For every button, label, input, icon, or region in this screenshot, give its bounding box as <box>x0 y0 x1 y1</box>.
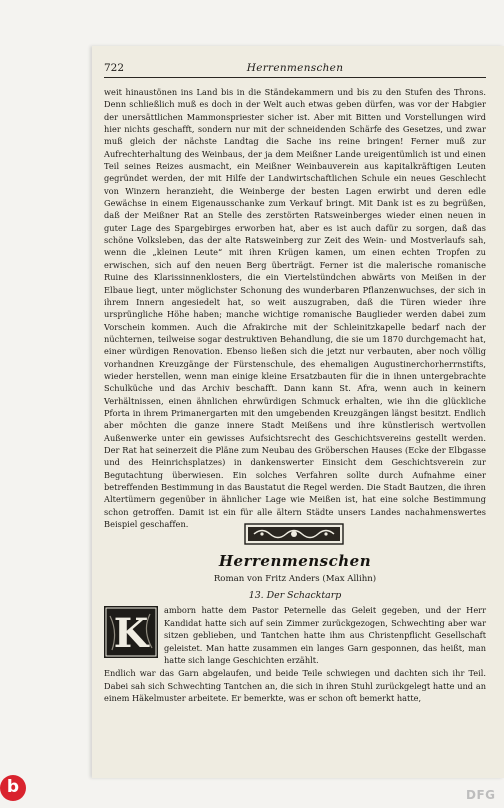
page-header <box>104 60 486 78</box>
chapter-text-continued: Endlich war das Garn abgelaufen, und beide Teile schwiegen und dachten sich ihr Teil. Dabei sah sich Schwechting Tantchen an, die sich in ihren Stuhl zurückgelegt hatte und an einem Häkelmuster arbeitete. Er bemerkte, was er schon oft bemerkt hatte, <box>104 667 486 704</box>
header-rule <box>104 77 486 78</box>
article-byline: Roman von Fritz Anders (Max Allihn) <box>213 574 377 584</box>
body-paragraph: weit hinaustönen ins Land bis in die Ständekammern und bis zu den Stufen des Throns. Denn schließlich muß es doch in der Welt auch etwas geben dürfen, was vor der Habgier der unersättlichen Mammonspriester sicher ist. Aber mit Bitten und Vorstellungen wird hier nichts geschafft, sondern nur mit der schneidenden Schärfe des Gesetzes, und zwar muß gleich der nächste Landtag die Sache ins reine bringen! Ferner muß zur Aufrechterhaltung des Weinbaus, der ja dem Meißner Lande ureigentümlich ist und einen Teil seines Reizes ausmacht, ein Meißner Weinbauverein aus kapitalkräftigen Leuten gegründet werden, der mit Hilfe der Landwirtschaftlichen Schule ein neues Geschlecht von Winzern heranzieht, die Weinberge der besten Lagen erwirbt und deren edle Gewächse in einem Eigenausschanke zum Verkauf bringt. Mit Dank ist es zu begrüßen, daß der Meißner Rat an Stelle des zerstörten Ratsweinberges wieder einen neuen in guter Lage des Spargebirges erworben hat, aber es ist auch dafür zu sorgen, daß das schöne Volksleben, das der alte Ratsweinberg zur Zeit des Wein- und Mostverlaufs sah, wenn die „kleinen Leute“ mit ihren Krügen kamen, um einen echten Tropfen zu erwischen, sich auf den neuen Berg überträgt. Ferner ist die malerische romanische Ruine des Klarissinnenklosters, die ein Viertelstündchen abwärts von Meißen in der Elbaue liegt, unter möglichster Schonung des wunderbaren Pflanzenwuchses, der sich in ihrem Innern angesiedelt hat, so weit auszugraben, daß die Türen wieder ihre ursprüngliche Höhe haben; manche wichtige romanische Bauglieder werden dabei zum Vorschein kommen. Auch die Afrakirche mit der Schleinitzkapelle bedarf nach der nüchternen, teilweise sogar destruktiven Behandlung, die sie um 1870 durchgemacht hat, einer würdigen Renovation. Ebenso ließen sich die jetzt nur verbauten, aber noch völlig vorhandnen Kreuzgänge der Fürstenschule, des ehemaligen Augustinerchorherrnstifts, wieder herstellen, wenn man einige kleine Ersatzbauten für die in ihnen untergebrachte Schulküche und das Archiv beschafft. Dann kann St. Afra, wenn auch in keinern Verhältnissen, einen ähnlichen ehrwürdigen Schmuck erhalten, wie ihn die glückliche Pforta in ihrem Primanergarten mit den umgebenden Kreuzgängen längst besitzt. Endlich aber möchten die ganze innere Stadt Meißens und ihre künstlerisch wertvollen Außenwerke unter ein gewisses Aufsichtsrecht des Geschichtsvereins gestellt werden. Der Rat hat seinerzeit die Pläne zum Neubau des Gröberschen Hauses (Ecke der Elbgasse und des Heinrichsplatzes) in dankenswerter Einsicht dem Geschichtsverein zur Begutachtung überwiesen. Ein solches Verfahren sollte durch Aufnahme einer betreffenden Bestimmung in das Baustatut die Regel werden. Die Stadt Bautzen, die ihren Altertümern gegenüber in ähnlicher Lage wie Meißen ist, hat eine solche Bestimmung schon getroffen. Damit ist ein für alle ältern Städte unsers Landes nachahmenswertes Beispiel geschaffen. <box>104 87 486 530</box>
running-title: Herrenmenschen <box>246 62 344 74</box>
initial-letter: K <box>113 610 149 657</box>
dfg-logo: DFG <box>466 788 496 802</box>
library-badge-icon: b <box>0 775 26 801</box>
page-number: 722 <box>104 62 125 74</box>
chapter-heading: 13. Der Schacktarp <box>248 590 342 601</box>
article-title: Herrenmenschen <box>218 552 372 570</box>
chapter-text-opening: amborn hatte dem Pastor Peternelle das Geleit gegeben, und der Herr Kandidat hatte sich auf sein Zimmer zurückgezogen, Schwechting aber war sitzen geblieben, und Tantchen hatte ihm aus Christenpflicht Gesellschaft geleistet. Man hatte zusammen ein langes Garn gesponnen, das heißt, man hatte sich lange Geschichten erzählt. <box>164 605 486 666</box>
ornament-divider <box>244 523 344 545</box>
body-text <box>104 86 486 530</box>
chapter-text <box>104 604 486 705</box>
